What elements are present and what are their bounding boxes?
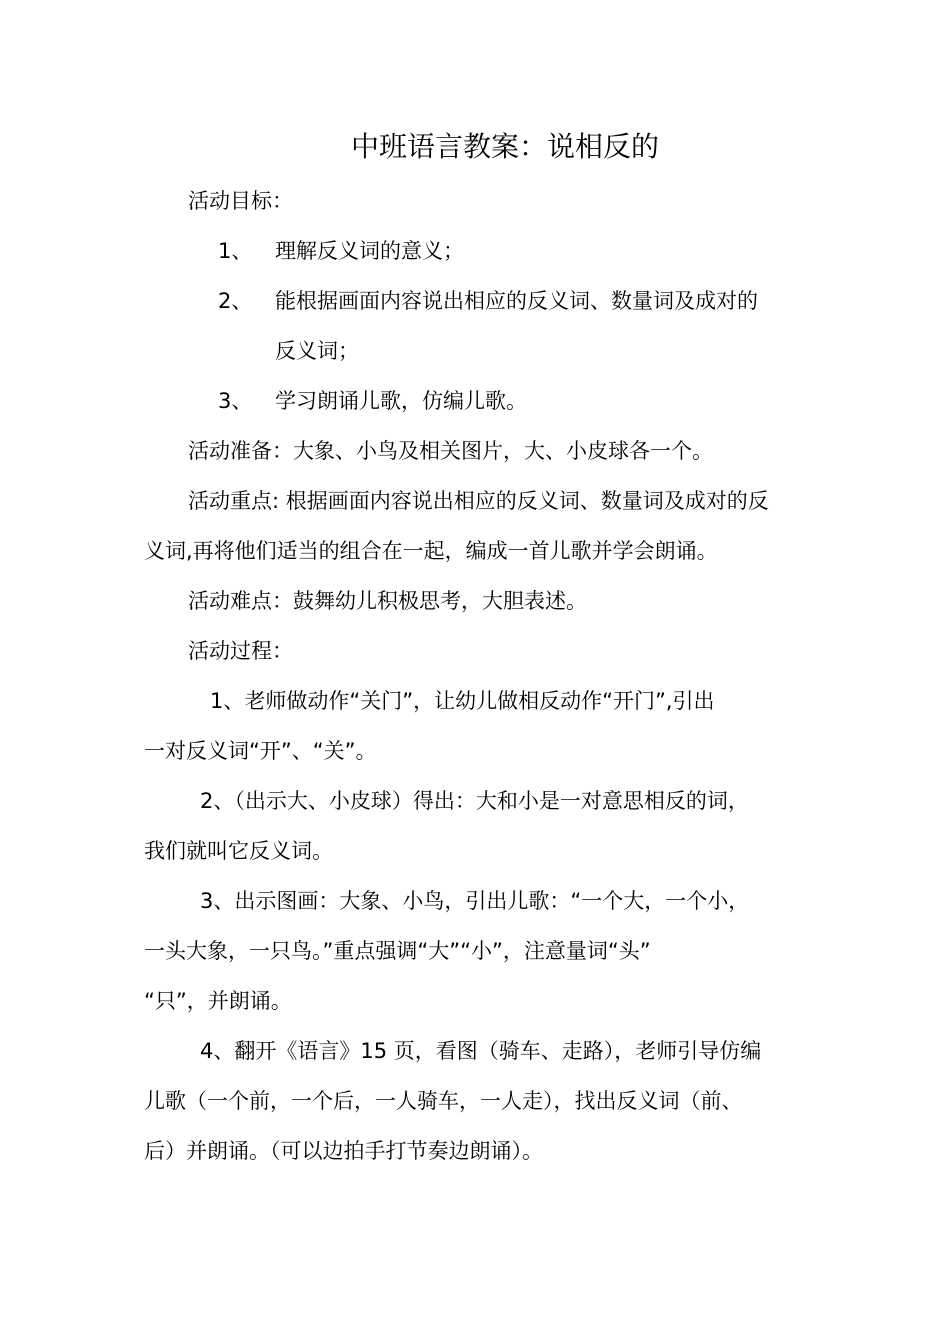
step-line: 1、老师做动作“关门”，让幼儿做相反动作“开门”,引出 — [210, 689, 715, 713]
goal-text: 理解反义词的意义； — [275, 239, 464, 263]
step-line: 2、（出示大、小皮球）得出：大和小是一对意思相反的词， — [200, 789, 749, 813]
goal-number: 1、 — [218, 239, 253, 263]
goals-heading: 活动目标： — [188, 189, 293, 213]
goal-text: 能根据画面内容说出相应的反义词、数量词及成对的 — [275, 289, 758, 313]
process-heading: 活动过程： — [188, 639, 293, 663]
step-line: “只”，并朗诵。 — [144, 989, 292, 1013]
step-line: 一对反义词“开”、“关”。 — [144, 739, 377, 763]
step-line: 后）并朗诵。（可以边拍手打节奏边朗诵）。 — [144, 1139, 543, 1163]
step-line: 4、翻开《语言》15 页，看图（骑车、走路），老师引导仿编 — [200, 1039, 762, 1063]
step-line: 我们就叫它反义词。 — [144, 839, 333, 863]
goal-text-continued: 反义词； — [275, 339, 359, 363]
key-point-line: 义词,再将他们适当的组合在一起，编成一首儿歌并学会朗诵。 — [144, 539, 718, 563]
goal-text: 学习朗诵儿歌，仿编儿歌。 — [275, 389, 527, 413]
step-line: 一头大象，一只鸟。”重点强调“大”“小”，注意量词“头” — [144, 939, 651, 963]
goal-number: 3、 — [218, 389, 253, 413]
document-title: 中班语言教案：说相反的 — [350, 130, 659, 163]
step-line: 3、出示图画：大象、小鸟，引出儿歌：“一个大，一个小， — [200, 889, 750, 913]
goal-number: 2、 — [218, 289, 253, 313]
step-line: 儿歌（一个前，一个后，一人骑车，一人走），找出反义词（前、 — [144, 1089, 743, 1113]
difficulty-paragraph: 活动难点：鼓舞幼儿积极思考，大胆表述。 — [188, 589, 587, 613]
key-point-line: 活动重点: 根据画面内容说出相应的反义词、数量词及成对的反 — [188, 489, 769, 513]
preparation-paragraph: 活动准备：大象、小鸟及相关图片，大、小皮球各一个。 — [188, 439, 713, 463]
